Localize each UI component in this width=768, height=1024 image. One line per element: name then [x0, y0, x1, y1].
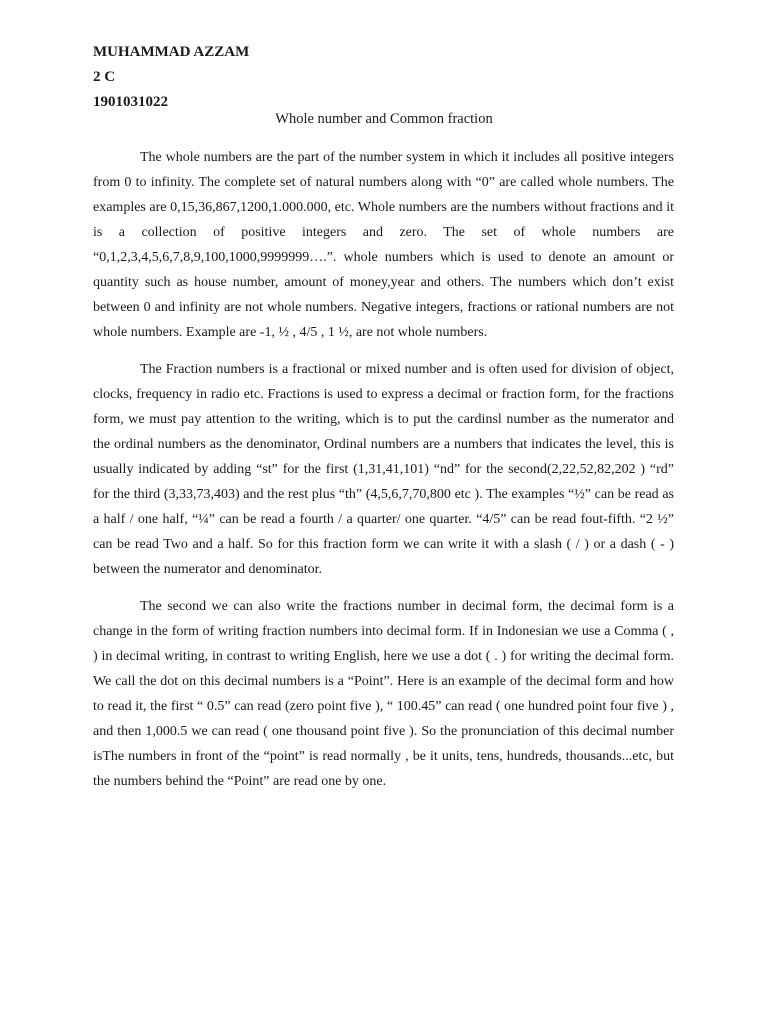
author-class: 2 C	[93, 69, 116, 85]
paragraph-fraction-numbers: The Fraction numbers is a fractional or mixed number and is often used for division of object, clocks, frequency in radio etc. Fractions is used to express a decimal or fraction form, for the fractions form, we must pay attention to the writing, which is to put the cardinsl number as the numerator and the ordinal numbers as the denominator, Ordinal numbers are a numbers that indicates the level, this is usually indicated by adding “st” for the first (1,31,41,101) “nd” for the second(2,22,52,82,202 ) “rd” for the third (3,33,73,403) and the rest plus “th” (4,5,6,7,70,800 etc ). The examples “½” can be read as a half / one half, “¼” can be read a fourth / a quarter/ one quarter. “4/5” can be read fout-fifth. “2 ½” can be read Two and a half. So for this fraction form we can write it with a slash ( / ) or a dash ( - ) between the numerator and denominator.	[93, 362, 674, 577]
paragraph-whole-numbers: The whole numbers are the part of the number system in which it includes all positive integers from 0 to infinity. The complete set of natural numbers along with “0” are called whole numbers. The examples are 0,15,36,867,1200,1.000.000, etc. Whole numbers are the numbers without fractions and it is a collection of positive integers and zero. The set of whole numbers are “0,1,2,3,4,5,6,7,8,9,100,1000,9999999….”. whole numbers which is used to denote an amount or quantity such as house number, amount of money,year and others. The numbers which don’t exist between 0 and infinity are not whole numbers. Negative integers, fractions or rational numbers are not whole numbers. Example are -1, ½ , 4/5 , 1 ½, are not whole numbers.	[93, 150, 674, 340]
document-body	[93, 145, 674, 794]
document-title: Whole number and Common fraction	[275, 111, 493, 127]
author-name: MUHAMMAD AZZAM	[93, 44, 250, 60]
student-id: 1901031022	[93, 94, 168, 110]
paragraph-decimal-form: The second we can also write the fractions number in decimal form, the decimal form is a change in the form of writing fraction numbers into decimal form. If in Indonesian we use a Comma ( , ) in decimal writing, in contrast to writing English, here we use a dot ( . ) for writing the decimal form. We call the dot on this decimal numbers is a “Point”. Here is an example of the decimal form and how to read it, the first “ 0.5” can read (zero point five ), “ 100.45” can read ( one hundred point four five ) , and then 1,000.5 we can read ( one thousand point five ). So the pronunciation of this decimal number isThe numbers in front of the “point” is read normally , be it units, tens, hundreds, thousands...etc, but the numbers behind the “Point” are read one by one.	[93, 599, 674, 789]
author-header	[93, 40, 693, 115]
